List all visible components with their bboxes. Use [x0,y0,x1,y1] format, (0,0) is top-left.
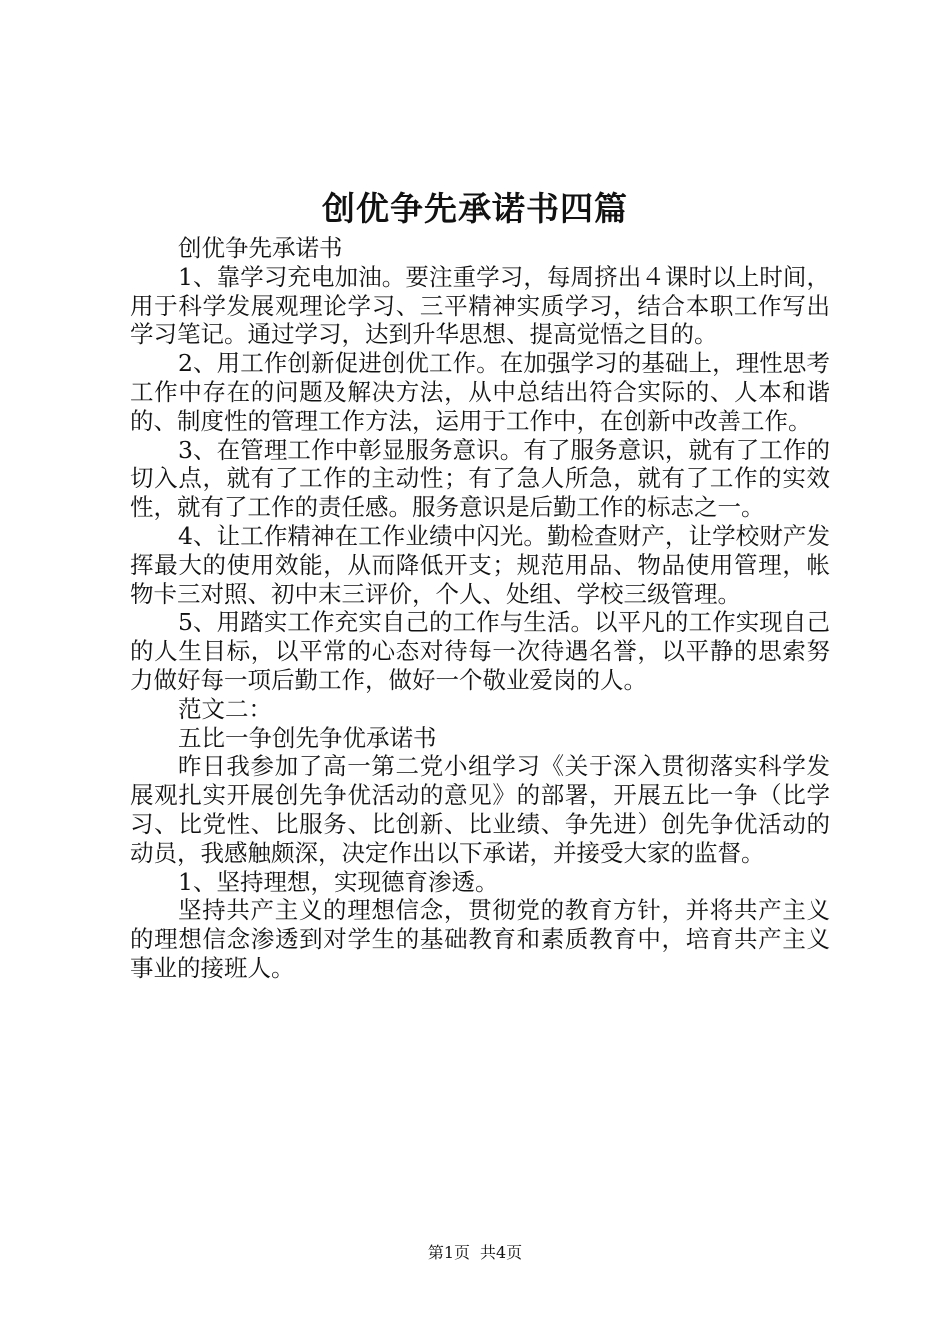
document-body [130,234,830,983]
paragraph-point-1: 1、坚持理想，实现德育渗透。 [178,867,499,896]
paragraph-intro: 昨日我参加了高一第二党小组学习《关于深入贯彻落实科学发展观扎实开展创先争优活动的意见》的部署，开展五比一争（比学习、比党性、比服务、比创新、比业绩、争先进）创先争优活动的动员，我感触颇深，决定作出以下承诺，并接受大家的监督。 [130,752,830,867]
paragraph-point-1-detail: 坚持共产主义的理想信念，贯彻党的教育方针，并将共产主义的理想信念渗透到对学生的基础教育和素质教育中，培育共产主义事业的接班人。 [130,896,830,982]
paragraph-heading-2: 五比一争创先争优承诺书 [178,723,437,752]
paragraph-item-4: 4、让工作精神在工作业绩中闪光。勤检查财产，让学校财产发挥最大的使用效能，从而降低开支；规范用品、物品使用管理，帐物卡三对照、初中末三评价，个人、处组、学校三级管理。 [130,521,830,608]
paragraph-item-5: 5、用踏实工作充实自己的工作与生活。以平凡的工作实现自己的人生目标，以平常的心态对待每一次待遇名誉，以平静的思索努力做好每一项后勤工作，做好一个敬业爱岗的人。 [130,608,830,694]
paragraph-sample-label: 范文二： [178,694,272,723]
paragraph-heading-1: 创优争先承诺书 [178,234,343,262]
paragraph-item-2: 2、用工作创新促进创优工作。在加强学习的基础上，理性思考工作中存在的问题及解决方法，从中总结出符合实际的、人本和谐的、制度性的管理工作方法，运用于工作中，在创新中改善工作。 [130,349,830,435]
document-title: 创优争先承诺书四篇 [322,189,628,228]
page-footer [0,1241,950,1265]
page-total: 共4页 [480,1243,523,1262]
paragraph-item-3: 3、在管理工作中彰显服务意识。有了服务意识，就有了工作的切入点，就有了工作的主动性；有了急人所急，就有了工作的实效性，就有了工作的责任感。服务意识是后勤工作的标志之一。 [130,435,830,522]
page-number: 第1页 [427,1243,470,1262]
paragraph-item-1: 1、靠学习充电加油。要注重学习，每周挤出４课时以上时间，用于科学发展观理论学习、三平精神实质学习，结合本职工作写出学习笔记。通过学习，达到升华思想、提高觉悟之目的。 [130,262,830,349]
